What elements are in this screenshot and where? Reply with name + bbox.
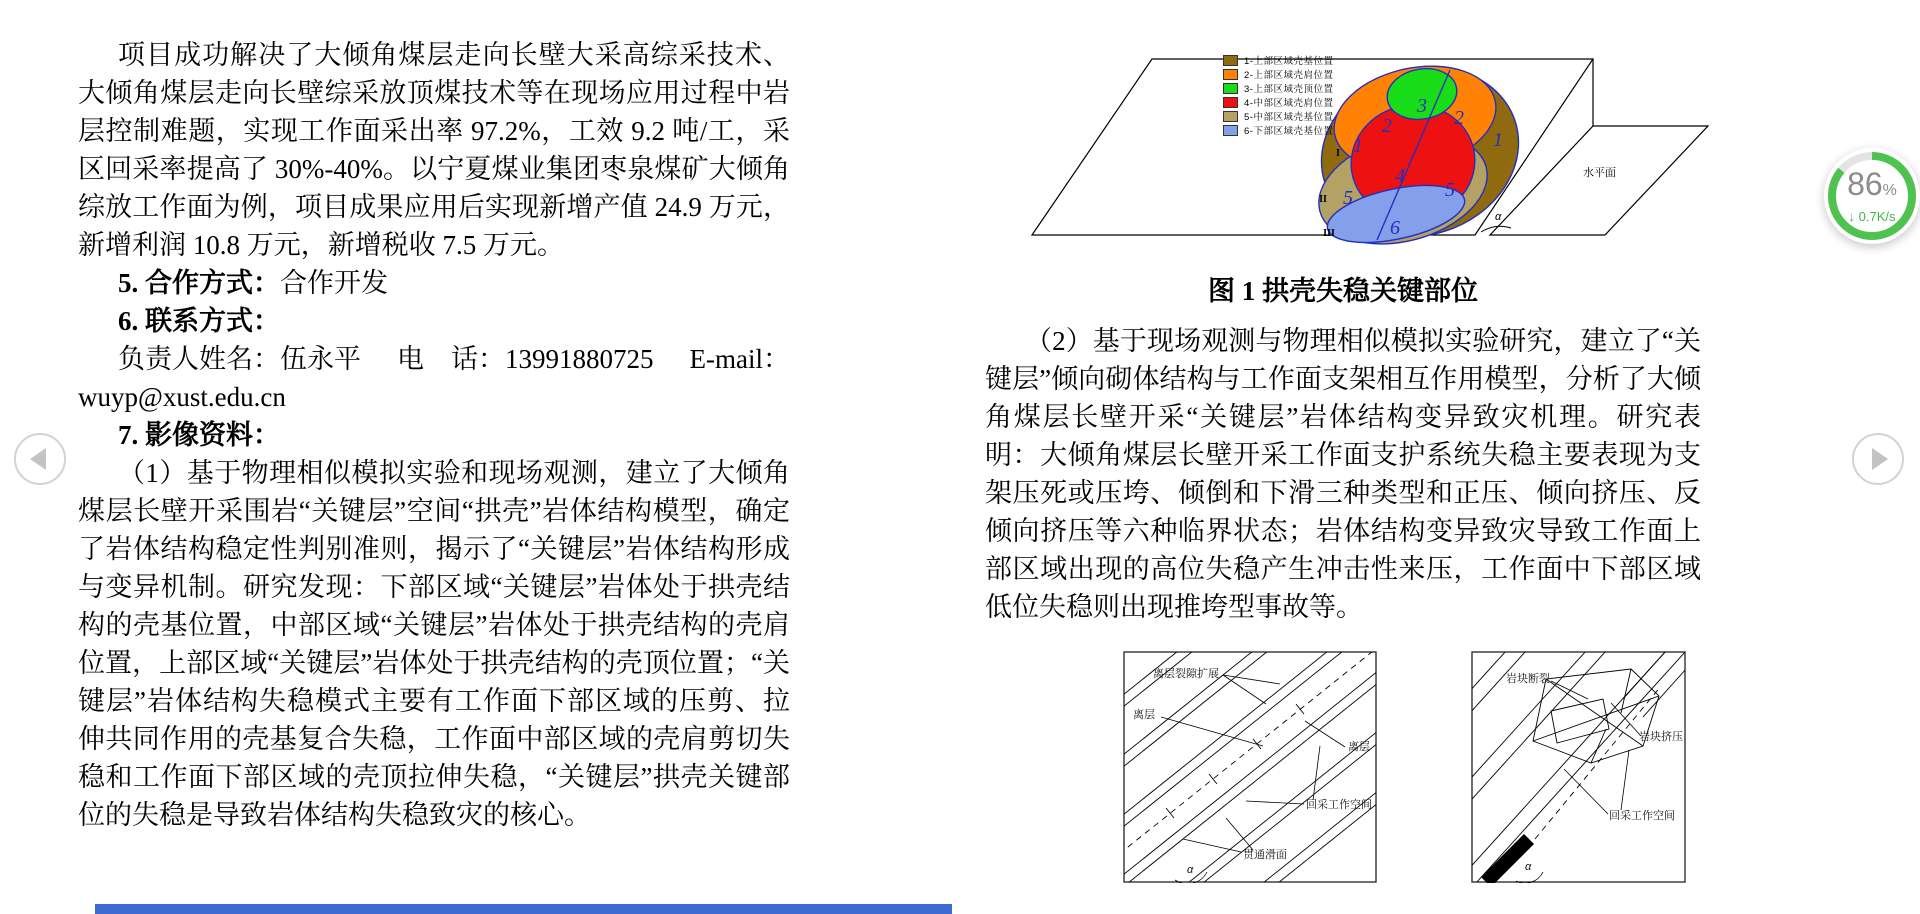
left-page-column bbox=[78, 36, 790, 834]
prev-arrow-icon bbox=[30, 448, 46, 470]
region-number-5-left: 5 bbox=[1343, 187, 1353, 209]
region-number-6: 6 bbox=[1390, 217, 1400, 239]
download-progress-badge[interactable] bbox=[1824, 148, 1920, 244]
download-speed: 0.7K/s bbox=[1858, 208, 1896, 224]
legend-label: 5-中部区域壳基位置 bbox=[1244, 112, 1334, 123]
label-angle-a: α bbox=[1187, 864, 1194, 876]
section-5-value: 合作开发 bbox=[280, 268, 388, 298]
label-through-slip-surface: 贯通滑面 bbox=[1243, 849, 1287, 861]
paragraph-2: （2）基于现场观测与物理相似模拟实验研究，建立了“关键层”倾向砌体结构与工作面支架相互作用模型，分析了大倾角煤层长壁开采“关键层”岩体结构变异致灾机理。研究表明：大倾角煤层长壁开采工作面支护系统失稳主要表现为支架压死或压垮、倾倒和下滑三种类型和正压、倾向挤压、反倾向挤压等六种临界状态；岩体结构变异致灾导致工作面上部区域出现的高位失稳产生冲击性来压，工作面中下部区域低位失稳则出现推垮型事故等。 bbox=[985, 326, 1701, 622]
contact-name: 负责人姓名：伍永平 bbox=[118, 344, 361, 374]
legend-row bbox=[1223, 95, 1333, 109]
legend-swatch bbox=[1223, 83, 1238, 94]
legend-swatch bbox=[1223, 97, 1238, 108]
legend-swatch bbox=[1223, 111, 1238, 122]
diagram-b-border bbox=[1472, 652, 1685, 882]
next-arrow-icon bbox=[1872, 448, 1888, 470]
diagram-a-border bbox=[1124, 652, 1376, 882]
download-percent-sign: % bbox=[1882, 181, 1897, 199]
paragraph-1: （1）基于物理相似模拟实验和现场观测，建立了大倾角煤层长壁开采围岩“关键层”空间“拱壳”岩体结构模型，确定了岩体结构稳定性判别准则，揭示了“关键层”岩体结构形成与变异机制。研究发现：下部区域“关键层”岩体处于拱壳结构的壳基位置，中部区域“关键层”岩体处于拱壳结构的壳肩位置，上部区域“关键层”岩体处于拱壳结构的壳顶位置；“关键层”岩体结构失稳模式主要有工作面下部区域的压剪、拉伸共同作用的壳基复合失稳，工作面中部区域的壳肩剪切失稳和工作面下部区域的壳顶拉伸失稳，“关键层”拱壳关键部位的失稳是导致岩体结构失稳致灾的核心。 bbox=[78, 458, 790, 830]
next-page-button[interactable] bbox=[1852, 433, 1904, 485]
download-badge-inner bbox=[1824, 148, 1920, 244]
legend-row bbox=[1223, 123, 1333, 137]
legend-row bbox=[1223, 109, 1333, 123]
section-6-label: 6. 联系方式： bbox=[118, 306, 280, 336]
download-percent: 86 bbox=[1847, 165, 1883, 202]
legend-label: 3-上部区域壳顶位置 bbox=[1244, 84, 1334, 95]
roman-label-2: II bbox=[1319, 194, 1327, 205]
dip-angle-label: α bbox=[1495, 211, 1502, 223]
diagram-block-crush bbox=[1471, 651, 1686, 883]
contact-email-label: E-mail： bbox=[689, 344, 790, 374]
label-mining-space-a: 回采工作空间 bbox=[1306, 799, 1372, 811]
legend-label: 6-下部区域壳基位置 bbox=[1244, 126, 1334, 137]
label-mining-space-b: 回采工作空间 bbox=[1609, 810, 1675, 822]
figure1-caption: 图 1 拱壳失稳关键部位 bbox=[1208, 276, 1478, 306]
figure1-canvas bbox=[995, 44, 1715, 249]
roman-label-3: III bbox=[1323, 228, 1335, 239]
right-page-column bbox=[985, 322, 1701, 626]
label-separation-right: 离层 bbox=[1348, 741, 1370, 753]
diagram-roof-separation bbox=[1123, 651, 1377, 883]
prev-page-button[interactable] bbox=[14, 433, 66, 485]
section-7-label: 7. 影像资料： bbox=[118, 420, 280, 450]
intro-paragraph: 项目成功解决了大倾角煤层走向长壁大采高综采技术、大倾角煤层走向长壁综采放顶煤技术等在现场应用过程中岩层控制难题，实现工作面采出率 97.2%，工效 9.2 吨/工，采区回采率提高了 30%-40%。以宁夏煤业集团枣泉煤矿大倾角综放工作面为例，项目成果应用后实现新增产值 24.9 万元，新增利润 10.8 万元，新增税收 7.5 万元。 bbox=[78, 40, 790, 260]
contact-line bbox=[78, 340, 790, 378]
region-number-5-right: 5 bbox=[1445, 179, 1455, 201]
region-number-4: 4 bbox=[1395, 165, 1405, 187]
legend-row bbox=[1223, 81, 1333, 95]
legend-label: 1-上部区域壳基位置 bbox=[1244, 56, 1334, 67]
roman-label-1: I bbox=[1336, 148, 1340, 159]
figure1-legend bbox=[1223, 53, 1333, 137]
label-separation-fracture-expansion: 离层裂隙扩展 bbox=[1153, 668, 1219, 680]
section-7-line bbox=[78, 416, 790, 454]
legend-swatch bbox=[1223, 55, 1238, 66]
label-separation-left: 离层 bbox=[1133, 709, 1155, 721]
reading-progress-bar[interactable] bbox=[95, 904, 952, 914]
legend-row bbox=[1223, 53, 1333, 67]
section-5-line bbox=[78, 264, 790, 302]
region-number-3: 3 bbox=[1417, 95, 1427, 117]
legend-label: 2-上部区域壳肩位置 bbox=[1244, 70, 1334, 81]
legend-swatch bbox=[1223, 69, 1238, 80]
label-block-fracture: 岩块断裂 bbox=[1506, 673, 1550, 685]
label-angle-b: α bbox=[1525, 861, 1532, 873]
region-number-1-right: 1 bbox=[1493, 129, 1503, 151]
download-arrow-icon: ↓ bbox=[1848, 208, 1855, 224]
contact-phone: 电 话：13991880725 bbox=[397, 344, 654, 374]
contact-email: wuyp@xust.edu.cn bbox=[78, 382, 286, 412]
legend-label: 4-中部区域壳肩位置 bbox=[1244, 98, 1334, 109]
region-number-2-right: 2 bbox=[1454, 107, 1464, 129]
region-number-1-left: 1 bbox=[1353, 135, 1363, 157]
legend-row bbox=[1223, 67, 1333, 81]
region-number-2-left: 2 bbox=[1382, 115, 1392, 137]
horizontal-plane-label: 水平面 bbox=[1583, 167, 1616, 179]
section-6-line bbox=[78, 302, 790, 340]
arch-shell bbox=[1299, 44, 1541, 249]
section-5-label: 5. 合作方式： bbox=[118, 268, 280, 298]
label-block-squeeze: 岩块挤压 bbox=[1639, 731, 1683, 743]
legend-swatch bbox=[1223, 125, 1238, 136]
